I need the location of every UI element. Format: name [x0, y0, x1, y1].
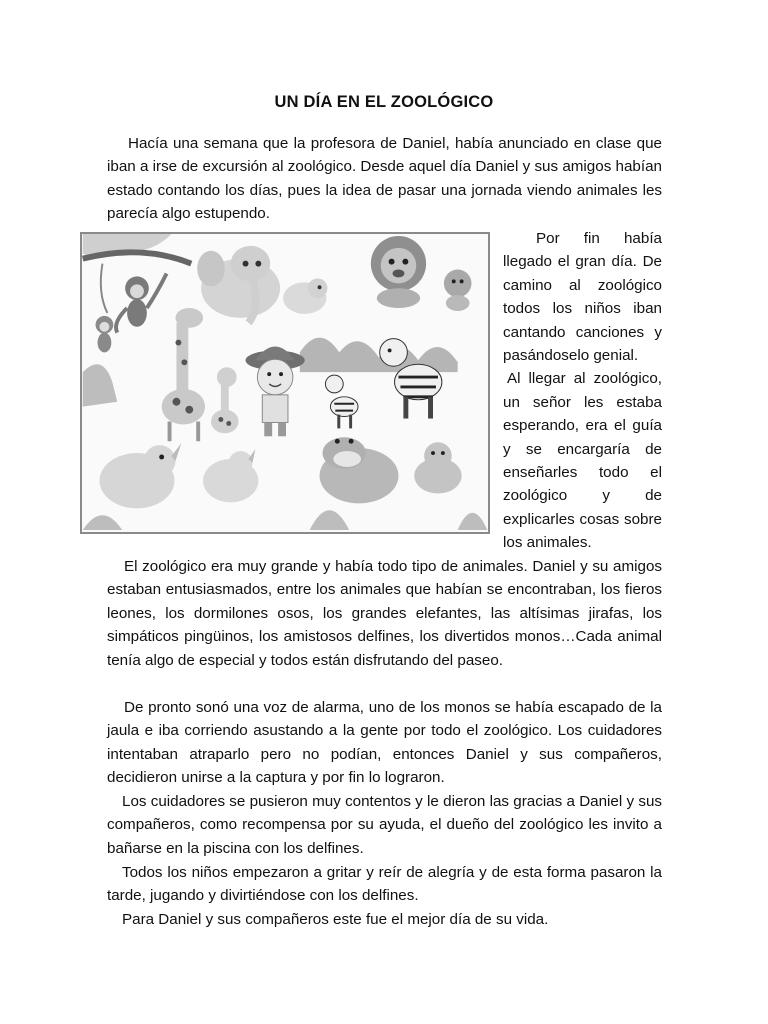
- zoo-animals-icon: [82, 234, 488, 532]
- giraffe-icon: [162, 308, 205, 441]
- baby-hippo-icon: [414, 442, 461, 493]
- rhino-icon: [99, 443, 181, 508]
- baby-zebra-icon: [325, 375, 358, 428]
- body-paragraph-1: El zoológico era muy grande y había todo tipo de animales. Daniel y su amigos estaban entusiasmados, entre los animales que habían se encontraban, los fieros leones, los dormilones osos, los grandes elefantes, las altísimas jirafas, los simpáticos pingüinos, los amistosos delfines, los divertidos monos…Cada animal tenía algo de especial y todos están disfrutando del paseo.: [107, 558, 662, 669]
- side-paragraph-1: Por fin había llegado el gran día. De camino al zoológico todos los niños iban cantando canciones y pasándoselo genial.: [503, 230, 662, 365]
- boy-icon: [246, 346, 305, 436]
- hippo-icon: [320, 437, 399, 503]
- cub-icon: [444, 270, 472, 311]
- elephant-icon: [197, 246, 280, 323]
- lion-icon: [371, 236, 426, 308]
- side-paragraph-2: Al llegar al zoológico, un señor les estaba esperando, era el guía y se encargaría de enseñarles todo el zoológico y de explicarles cosas sobre los animales.: [503, 370, 662, 552]
- intro-paragraph: Hacía una semana que la profesora de Daniel, había anunciado en clase que iban a irse de excursión al zoológico. Desde aquel día Daniel y sus amigos habían estado contando los días, pues la idea de pasar una jornada viendo animales les parecía algo estupendo.: [107, 135, 662, 223]
- baby-giraffe-icon: [211, 367, 239, 433]
- body-paragraph-2: De pronto sonó una voz de alarma, uno de los monos se había escapado de la jaula e iba corriendo asustando a la gente por todo el zoológico. Los cuidadores intentaban atraparlo pero no podían, entonces Daniel y sus compañeros, decidieron unirse a la captura y por fin lo lograron.: [107, 699, 662, 787]
- body-paragraph-5: Para Daniel y sus compañeros este fue el mejor día de su vida.: [122, 911, 549, 928]
- baby-elephant-icon: [283, 278, 327, 314]
- body-paragraph-4: Todos los niños empezaron a gritar y reír de alegría y de esta forma pasaron la tarde, jugando y divirtiéndose con los delfines.: [107, 864, 662, 905]
- document-title: UN DÍA EN EL ZOOLÓGICO: [274, 93, 494, 111]
- body-paragraph-3: Los cuidadores se pusieron muy contentos y le dieron las gracias a Daniel y sus compañeros, como recompensa por su ayuda, el dueño del zoológico les invito a bañarse en la piscina con los delfines.: [107, 793, 662, 857]
- side-text: [503, 227, 662, 555]
- zoo-illustration: [80, 232, 490, 534]
- baby-rhino-icon: [203, 449, 258, 502]
- monkey-icon: [116, 273, 167, 332]
- small-monkey-icon: [96, 316, 114, 353]
